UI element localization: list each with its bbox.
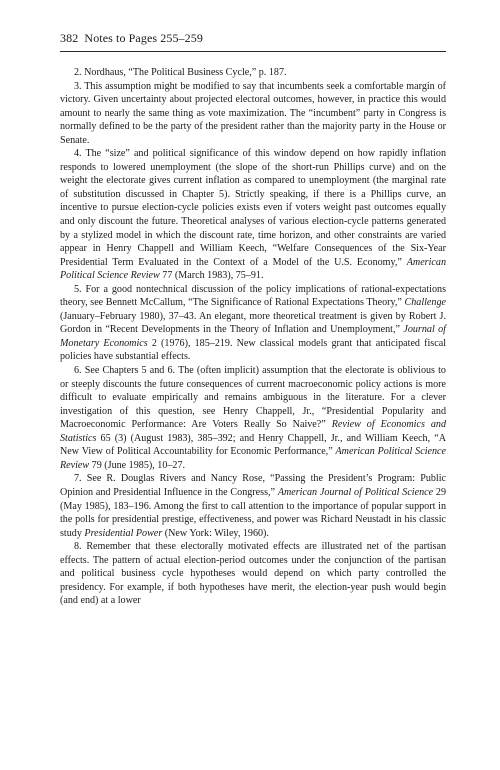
endnote xyxy=(60,80,446,148)
endnote-text: 79 (June 1985), 10–27. xyxy=(89,459,186,471)
endnote-text: This assumption might be modified to say that incumbents seek a comfortable margin of victory. Given uncertainty about projected electoral outcomes, however, in practice this would amount to nearly the same thing as vote maximization. The “incumbent” party in Congress is normally defined to be the party of the president rather than the majority party in the House or Senate. xyxy=(60,80,446,146)
running-title: Notes to Pages 255–259 xyxy=(84,31,203,45)
endnote xyxy=(60,147,446,282)
page-number: 382 xyxy=(60,31,79,45)
endnote-text: (New York: Wiley, 1960). xyxy=(162,527,269,539)
endnote-citation-title: American Journal of Political Science xyxy=(277,486,434,498)
endnote-text: 77 (March 1983), 75–91. xyxy=(159,270,264,282)
endnote-citation-title: American Political Science Review xyxy=(60,256,446,282)
endnote-text: Remember that these electorally motivated effects are illustrated net of the partisan effects. The pattern of actual election-period outcomes under the conjunction of the partisan and political business cycle hypotheses would depend on which party controlled the presidency. For example, if both hypotheses have merit, the election-year push would begin (and end) at a lower xyxy=(60,541,447,607)
running-header xyxy=(60,30,446,46)
endnotes xyxy=(60,66,446,608)
endnote-text: 29 (May 1985), 183–196. Among the first to call attention to the importance of popular support in the polls for presidential prestige, effectiveness, and power was Richard Neustadt in his classic study xyxy=(60,486,447,539)
endnote xyxy=(60,66,446,80)
endnote xyxy=(60,540,446,608)
endnote-citation-title: Journal of Monetary Economics xyxy=(60,324,446,349)
endnote xyxy=(60,472,446,540)
endnote-text: 65 (3) (August 1983), 385–392; and Henry Chappell, Jr., and William Keech, “A New View of Political Accountability for Economic Performance,” xyxy=(60,432,446,458)
header-rule xyxy=(60,51,446,52)
endnote-number: 4. xyxy=(74,148,82,160)
endnote-citation-title: American Political Science Review xyxy=(60,446,446,471)
endnote-number: 6. xyxy=(74,365,82,377)
endnote xyxy=(60,364,446,472)
endnote-number: 2. xyxy=(74,67,82,78)
endnote-number: 5. xyxy=(74,283,82,295)
endnote-text: 2 (1976), 185–219. New classical models grant that anticipated fiscal policies have substantial effects. xyxy=(60,337,446,363)
endnote-text: The “size” and political significance of this window depend on how rapidly inflation responds to lowered unemployment (the slope of the short-run Phillips curve) and on the weight the electorate gives current inflation as compared to unemployment (the marginal rate of substitution discussed in Chapter 5). Strictly speaking, if there is a Phillips curve, an incentive to pursue election-cycle policies exists even if voters weight past outcomes equally and only discount the future. Theoretical analyses of various election-cycle patterns generated by a stylized model in which the discount rate, time horizon, and other constraints are varied appear in Henry Chappell and William Keech, “Welfare Consequences of the Six-Year Presidential Term Evaluated in the Context of a Model of the U.S. Economy,” xyxy=(60,148,446,268)
endnote-text: (January–February 1980), 37–43. An elegant, more theoretical treatment is given by Robert J. Gordon in “Recent Developments in the Theory of Inflation and Unemployment,” xyxy=(60,310,446,336)
endnote-number: 8. xyxy=(74,541,82,553)
endnote-text: For a good nontechnical discussion of the policy implications of rational-expectations theory, see Bennett McCallum, “The Significance of Rational Expectations Theory,” xyxy=(60,283,446,309)
endnote-number: 7. xyxy=(74,473,82,485)
endnote-citation-title: Presidential Power xyxy=(84,527,163,539)
endnote-citation-title: Challenge xyxy=(404,297,446,309)
endnote-text: See Chapters 5 and 6. The (often implicit) assumption that the electorate is oblivious to or steeply discounts the future consequences of current macroeconomic policy actions is more difficult to evaluate empirically and remains ambiguous in the literature. For a clever investigation of this question, see Henry Chappell, Jr., “Presidential Popularity and Macroeconomic Performance: Are Voters Really So Naive?” xyxy=(60,365,446,431)
endnote-text: Nordhaus, “The Political Business Cycle,” p. 187. xyxy=(84,67,287,78)
endnote-citation-title: Review of Economics and Statistics xyxy=(60,419,446,444)
endnote-text: See R. Douglas Rivers and Nancy Rose, “Passing the President’s Program: Public Opinion and Presidential Influence in the Congress,” xyxy=(60,473,446,498)
endnote xyxy=(60,283,446,364)
endnote-number: 3. xyxy=(74,80,82,92)
